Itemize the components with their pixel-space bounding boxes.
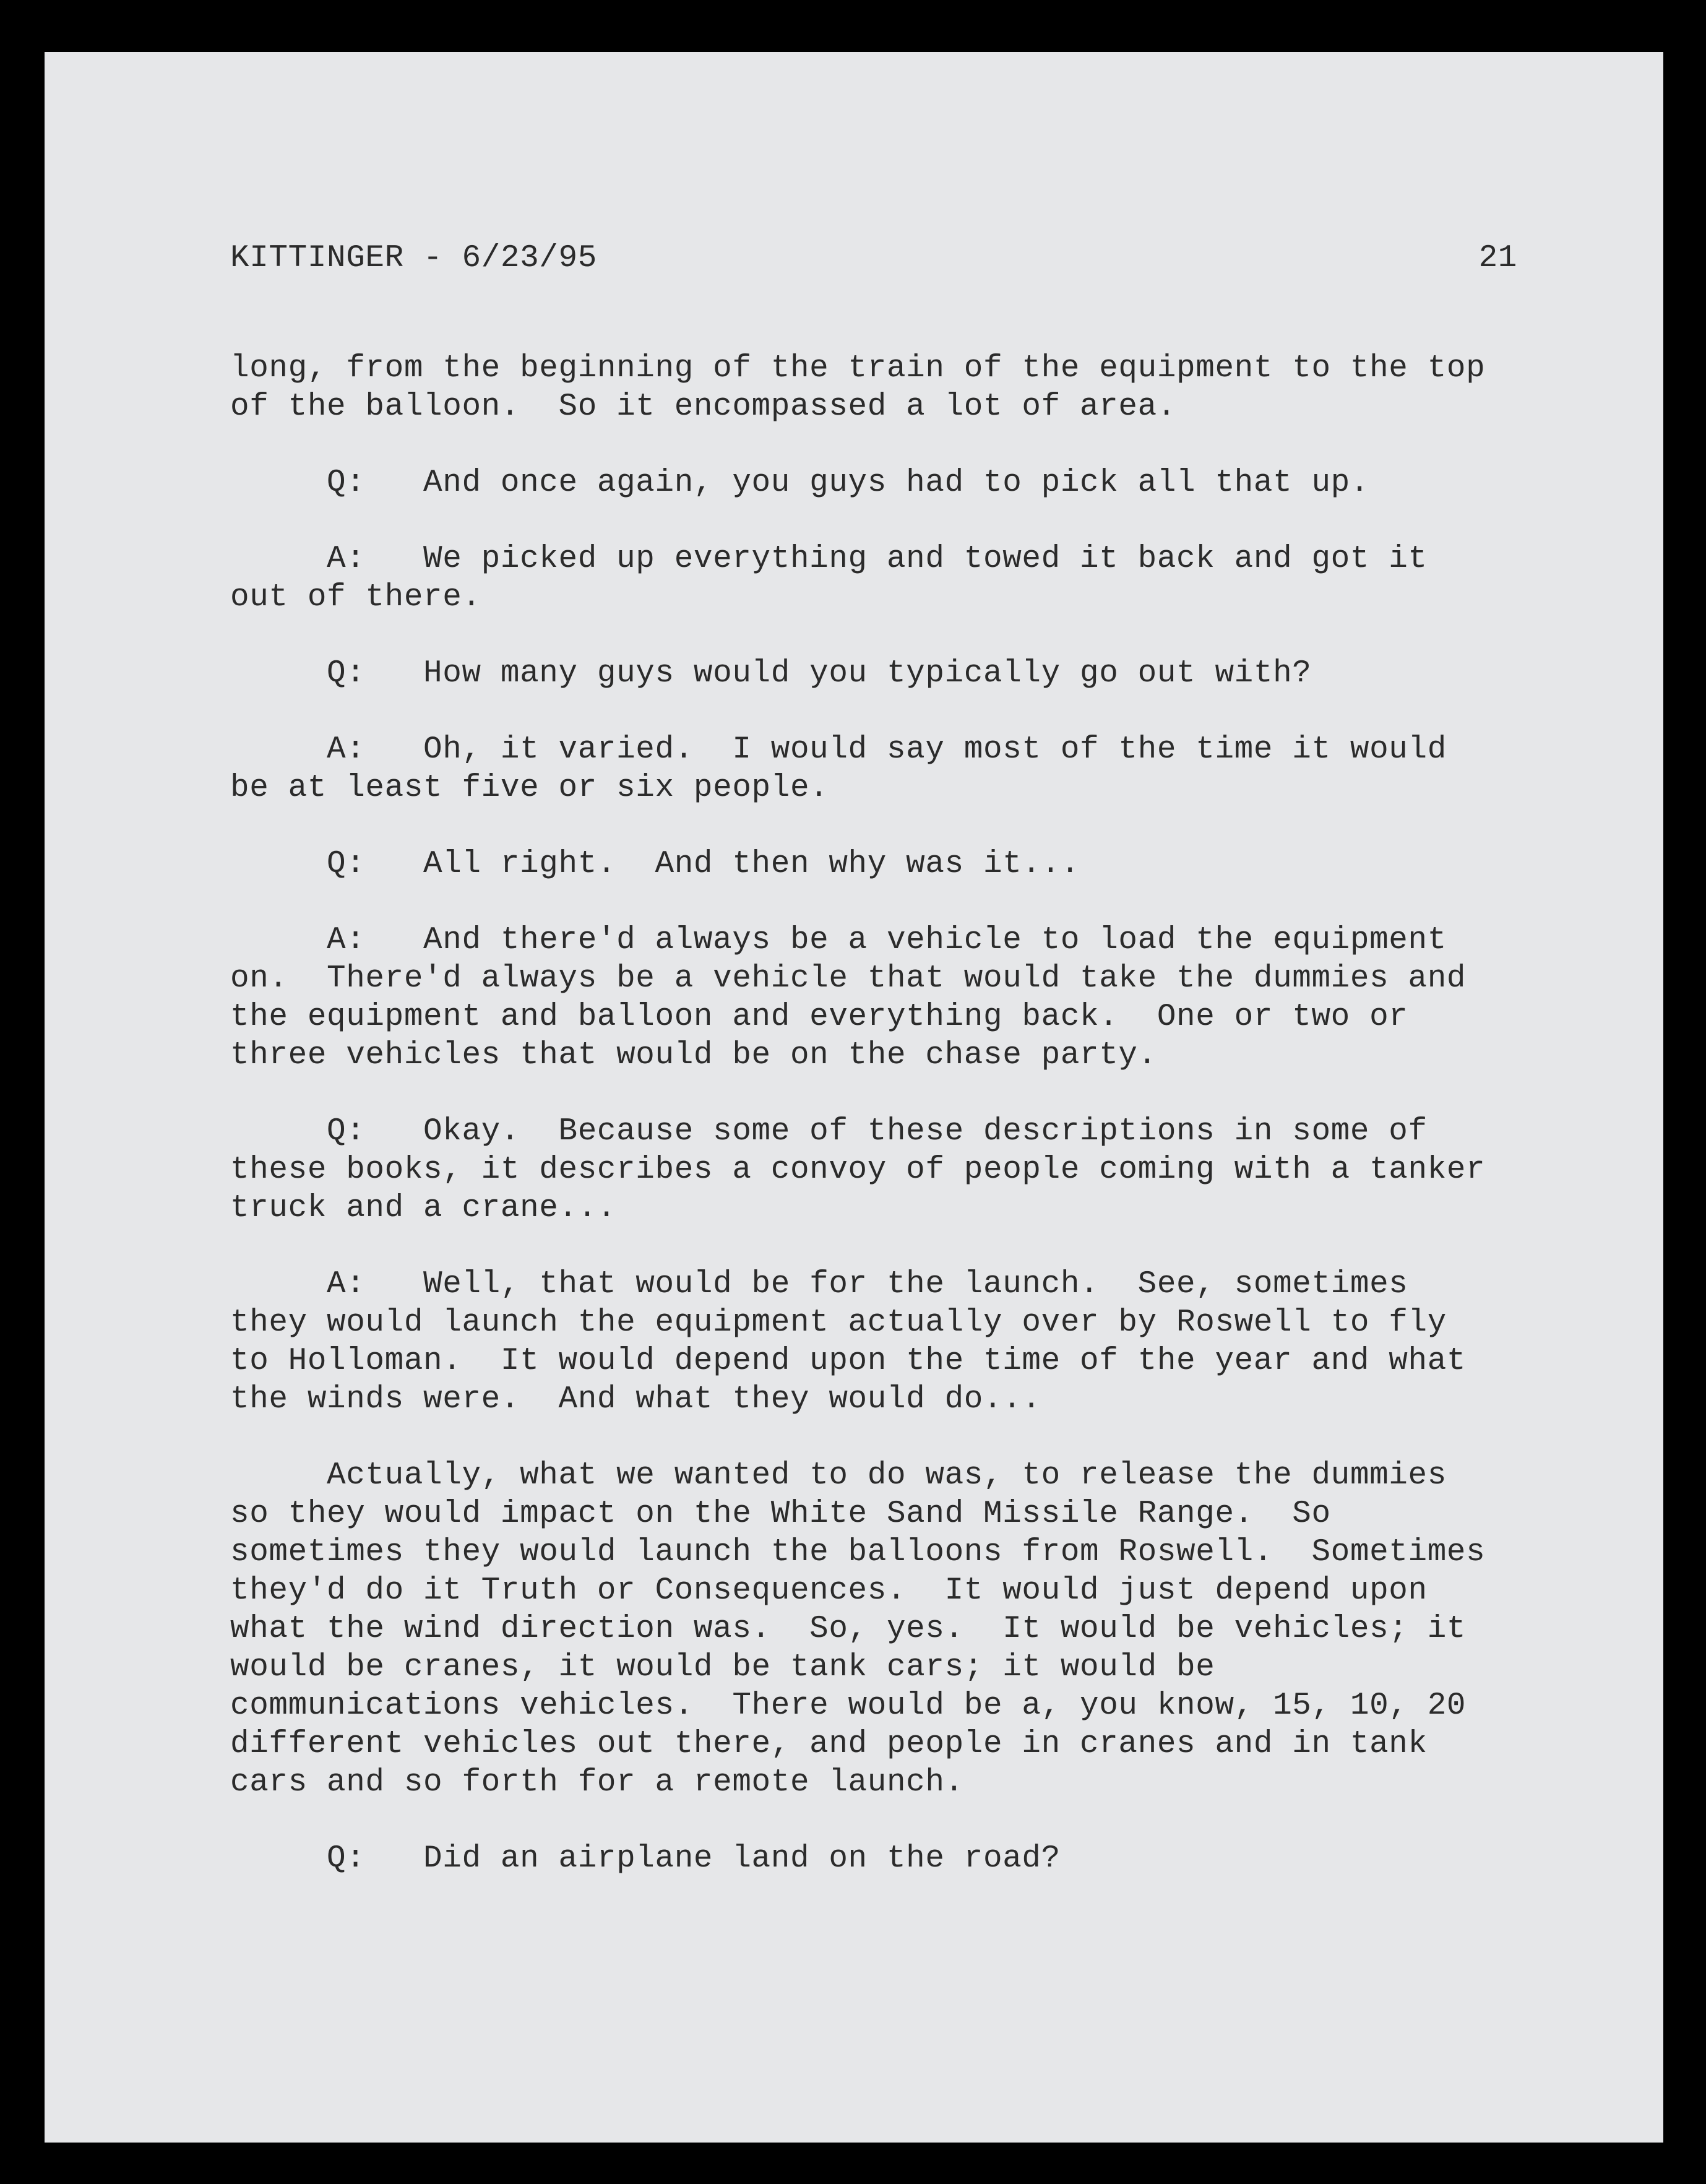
- text-line: long, from the beginning of the train of the equipment to the top: [230, 351, 1486, 386]
- text-line: they would launch the equipment actually over by Roswell to fly: [230, 1305, 1447, 1340]
- text-line: the winds were. And what they would do...: [230, 1382, 1041, 1417]
- transcript-paragraph: [230, 1457, 1554, 1802]
- transcript-body: [230, 350, 1554, 1916]
- text-line: be at least five or six people.: [230, 770, 829, 806]
- transcript-paragraph: [230, 731, 1554, 808]
- text-line: A: We picked up everything and towed it back and got it: [230, 542, 1428, 577]
- text-line: so they would impact on the White Sand Missile Range. So: [230, 1496, 1331, 1532]
- text-line: of the balloon. So it encompassed a lot of area.: [230, 389, 1177, 425]
- text-line: Q: Okay. Because some of these descriptions in some of: [230, 1114, 1428, 1149]
- text-line: truck and a crane...: [230, 1191, 617, 1226]
- text-line: different vehicles out there, and people in cranes and in tank: [230, 1727, 1428, 1762]
- text-line: on. There'd always be a vehicle that would take the dummies and: [230, 961, 1467, 996]
- text-line: A: And there'd always be a vehicle to load the equipment: [230, 923, 1447, 958]
- text-line: A: Well, that would be for the launch. See, sometimes: [230, 1267, 1408, 1302]
- transcript-paragraph: [230, 1840, 1554, 1878]
- text-line: Q: And once again, you guys had to pick all that up.: [230, 465, 1370, 501]
- text-line: to Holloman. It would depend upon the time of the year and what: [230, 1344, 1467, 1379]
- transcript-paragraph: [230, 655, 1554, 693]
- document-page: [45, 52, 1663, 2143]
- text-line: A: Oh, it varied. I would say most of the time it would: [230, 732, 1447, 767]
- text-line: three vehicles that would be on the chase party.: [230, 1038, 1157, 1073]
- transcript-paragraph: [230, 1266, 1554, 1419]
- text-line: cars and so forth for a remote launch.: [230, 1765, 964, 1800]
- text-line: communications vehicles. There would be a, you know, 15, 10, 20: [230, 1688, 1467, 1724]
- transcript-paragraph: [230, 464, 1554, 503]
- text-line: out of there.: [230, 580, 481, 615]
- header-title: KITTINGER - 6/23/95: [230, 241, 597, 276]
- text-line: Q: Did an airplane land on the road?: [230, 1841, 1061, 1876]
- text-line: Actually, what we wanted to do was, to release the dummies: [230, 1458, 1447, 1493]
- transcript-paragraph: [230, 540, 1554, 617]
- text-line: Q: All right. And then why was it...: [230, 847, 1080, 882]
- transcript-paragraph: [230, 350, 1554, 426]
- text-line: Q: How many guys would you typically go out with?: [230, 656, 1312, 691]
- page-number: 21: [1478, 241, 1517, 276]
- text-line: they'd do it Truth or Consequences. It would just depend upon: [230, 1573, 1428, 1608]
- text-line: would be cranes, it would be tank cars; it would be: [230, 1650, 1215, 1685]
- text-line: sometimes they would launch the balloons from Roswell. Sometimes: [230, 1535, 1486, 1570]
- transcript-paragraph: [230, 922, 1554, 1075]
- text-line: these books, it describes a convoy of people coming with a tanker: [230, 1152, 1486, 1188]
- transcript-paragraph: [230, 1113, 1554, 1228]
- text-line: what the wind direction was. So, yes. It would be vehicles; it: [230, 1612, 1467, 1647]
- text-line: the equipment and balloon and everything back. One or two or: [230, 999, 1408, 1035]
- transcript-paragraph: [230, 845, 1554, 884]
